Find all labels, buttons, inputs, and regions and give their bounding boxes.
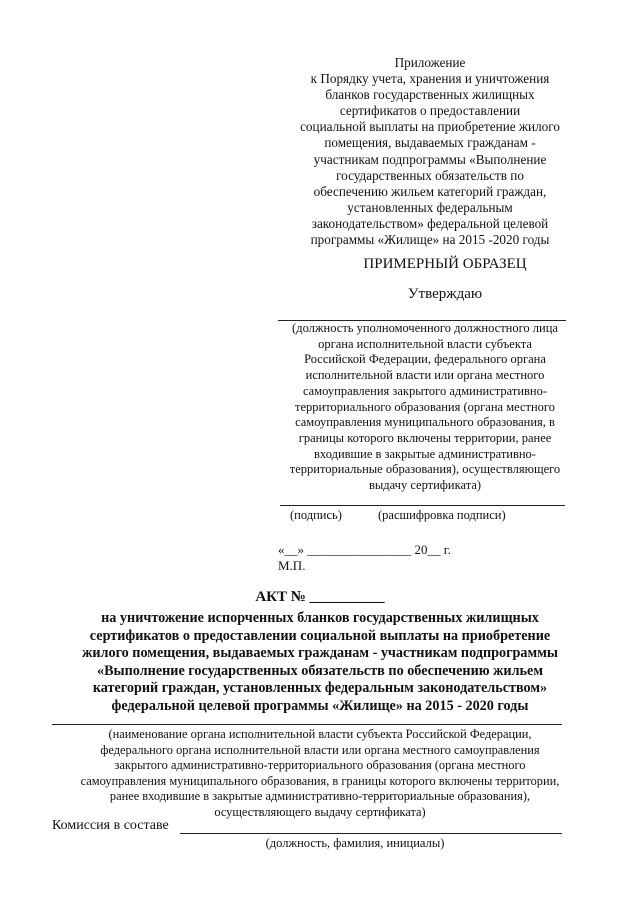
org-line: (наименование органа исполнительной власти субъекта Российской Федерации, [108, 727, 532, 741]
position-line: границы которого включены территории, ранее [298, 430, 552, 445]
commission-label: Комиссия в составе [52, 818, 169, 833]
position-line: территориального образования (органа местного [295, 399, 555, 414]
position-line: территориальные образования), осуществляющего [289, 462, 561, 477]
position-line: исполнительной власти или органа местного [305, 368, 545, 383]
signature-line [280, 505, 565, 506]
act-subject-line: на уничтожение испорченных бланков государственных жилищных [101, 610, 539, 626]
appendix-line: Приложение [394, 55, 466, 70]
position-line: органа исполнительной власти субъекта [318, 336, 532, 351]
seal-mark: М.П. [278, 558, 306, 573]
position-line: самоуправления муниципального образования, в [295, 415, 555, 430]
appendix-line: помещения, выдаваемых гражданам - [324, 135, 536, 151]
appendix-line: программы «Жилище» на 2015 -2020 годы [310, 232, 550, 248]
position-line: (должность уполномоченного должностного лица [292, 321, 558, 335]
appendix-line: государственных обязательств по [336, 167, 524, 183]
org-line: ранее входившие в закрытые административно-территориальные образования), [109, 789, 531, 803]
act-title: АКТ № __________ [255, 589, 385, 605]
org-line: самоуправления муниципального образования, в границы которого включены территории, [80, 773, 560, 788]
act-subject [40, 610, 600, 716]
appendix-line: установленных федеральным [347, 199, 513, 215]
org-line: закрытого административно-территориального образования (органа местного [114, 758, 526, 772]
appendix-header [290, 55, 570, 248]
commission-line [180, 833, 562, 834]
act-subject-line: категорий граждан, установленных федеральным законодательством» [92, 680, 548, 697]
date-line: «__» ________________ 20__ г. [278, 542, 451, 557]
appendix-line: законодательством» федеральной целевой [311, 215, 549, 231]
position-line: самоуправления закрытого административно- [302, 383, 548, 398]
signature-decoding-label: (расшифровка подписи) [378, 508, 506, 522]
org-line: осуществляющего выдачу сертификата) [214, 804, 426, 819]
approval-label: Утверждаю [407, 286, 483, 302]
act-subject-line: «Выполнение государственных обязательств по обеспечению жильем [96, 662, 544, 679]
appendix-line: обеспечению жильем категорий граждан, [313, 183, 547, 199]
appendix-line: к Порядку учета, хранения и уничтожения [310, 71, 550, 87]
organization-description [40, 727, 600, 820]
signature-label: (подпись) [290, 508, 342, 522]
position-line: Российской Федерации, федерального органа [304, 352, 546, 367]
act-subject-line: сертификатов о предоставлении социальной выплаты на приобретение [89, 627, 551, 644]
position-description [275, 321, 575, 494]
organization-underline [52, 724, 562, 725]
commission-hint: (должность, фамилия, инициалы) [265, 836, 445, 850]
appendix-line: участникам подпрограммы «Выполнение [313, 151, 547, 167]
sample-title: ПРИМЕРНЫЙ ОБРАЗЕЦ [363, 256, 527, 272]
appendix-line: бланков государственных жилищных [325, 87, 535, 103]
position-line: входившие в закрытые административно- [314, 446, 536, 461]
appendix-line: социальной выплаты на приобретение жилого [300, 119, 560, 135]
position-line: выдачу сертификата) [368, 478, 482, 493]
act-subject-line: жилого помещения, выдаваемых гражданам - участникам подпрограммы [82, 645, 558, 662]
org-line: федерального органа исполнительной власти или органа местного самоуправления [100, 742, 540, 757]
act-subject-line: федеральной целевой программы «Жилище» на 2015 - 2020 годы [111, 697, 529, 714]
appendix-line: сертификатов о предоставлении [339, 103, 521, 119]
